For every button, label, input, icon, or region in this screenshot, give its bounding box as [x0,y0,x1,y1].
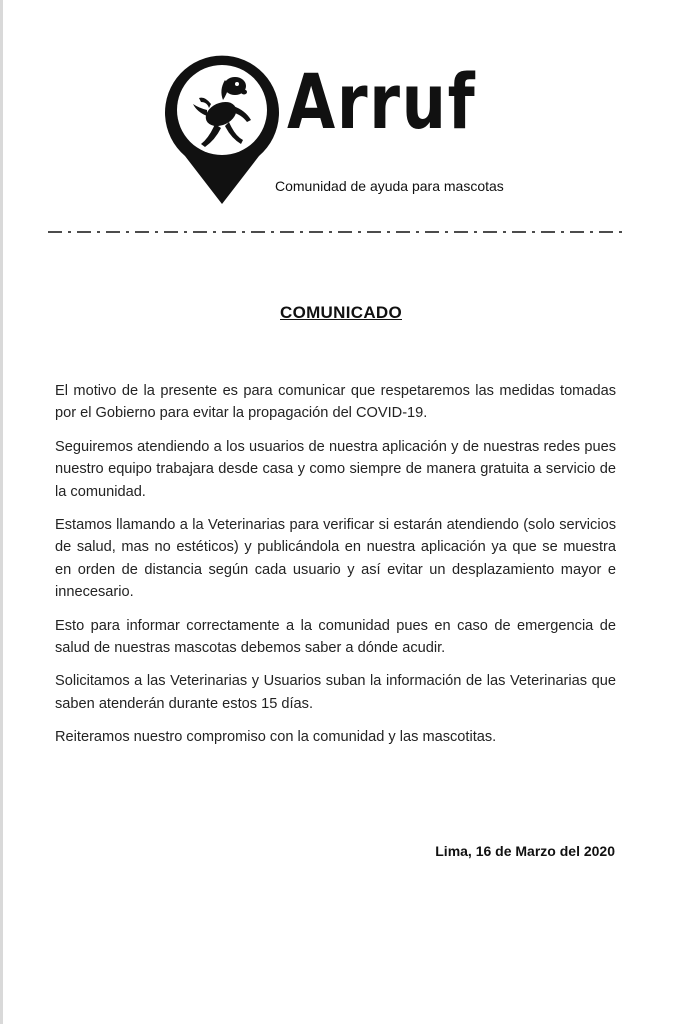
paragraph: El motivo de la presente es para comunicar que respetaremos las medidas tomadas por el Gobierno para evitar la propagación del COVID-19. [55,383,616,422]
signature-date: Lima, 16 de Marzo del 2020 [435,843,615,859]
paragraph: Estamos llamando a la Veterinarias para verificar si estarán atendiendo (solo servicios de salud, mas no estéticos) y publicándola en nuestra aplicación ya que se muestra en orden de distancia según cada usuario y así evitar un desplazamiento mayor e innecesario. [55,517,616,601]
document-body [55,380,616,760]
paragraph: Reiteramos nuestro compromiso con la comunidad y las mascotitas. [55,729,497,746]
document-title: COMUNICADO [280,303,402,322]
brand-tagline: Comunidad de ayuda para mascotas [275,178,504,194]
brand-wordmark: Arruf [287,57,477,146]
dash-dot-divider [48,226,624,238]
paragraph: Seguiremos atendiendo a los usuarios de nuestra aplicación y de nuestras redes pues nuestro equipo trabajara desde casa y como siempre de manera gratuita a servicio de la comunidad. [55,438,616,500]
paragraph: Esto para informar correctamente a la comunidad pues en caso de emergencia de salud de nuestras mascotas debemos saber a dónde acudir. [55,617,616,657]
page-edge [0,0,3,1024]
paragraph: Solicitamos a las Veterinarias y Usuarios suban la información de las Veterinarias que saben atenderán durante estos 15 días. [55,673,616,712]
dog-pin-logo-icon [163,52,281,206]
